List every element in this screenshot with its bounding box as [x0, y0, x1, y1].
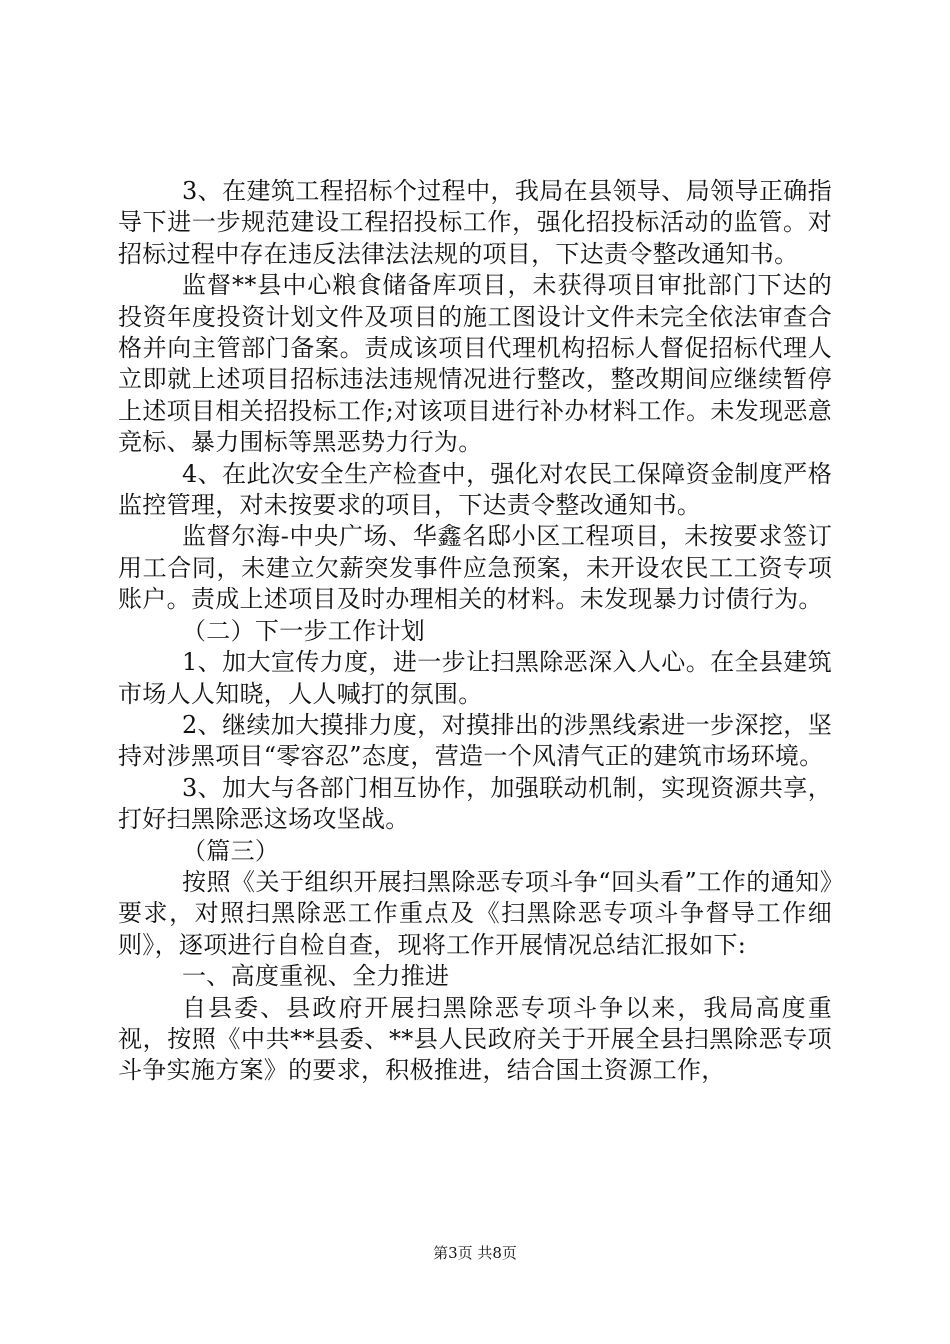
paragraph-4: 监督尔海-中央广场、华鑫名邸小区工程项目，未按要求签订用工合同，未建立欠薪突发事件应急预案，未开设农民工工资专项账户。责成上述项目及时办理相关的材料。未发现暴力讨债行为。: [118, 522, 832, 614]
paragraph-12: 自县委、县政府开展扫黑除恶专项斗争以来，我局高度重视，按照《中共**县委、**县人民政府关于开展全县扫黑除恶专项斗争实施方案》的要求，积极推进，结合国土资源工作，: [118, 993, 832, 1085]
document-body: [118, 176, 832, 1087]
paragraph-8: 3、加大与各部门相互协作，加强联动机制，实现资源共享，打好扫黑除恶这场攻坚战。: [118, 773, 832, 834]
page-number-footer: 第3页 共8页: [433, 1244, 517, 1262]
paragraph-1: 3、在建筑工程招标个过程中，我局在县领导、局领导正确指导下进一步规范建设工程招投标工作，强化招投标活动的监管。对招标过程中存在违反法律法法规的项目，下达责令整改通知书。: [118, 177, 832, 268]
paragraph-6: 1、加大宣传力度，进一步让扫黑除恶深入人心。在全县建筑市场人人知晓，人人喊打的氛围。: [118, 648, 832, 708]
paragraph-3: 4、在此次安全生产检查中，强化对农民工保障资金制度严格监控管理，对未按要求的项目，下达责令整改通知书。: [118, 459, 832, 520]
paragraph-2: 监督**县中心粮食储备库项目，未获得项目审批部门下达的投资年度投资计划文件及项目的施工图设计文件未完全依法审查合格并向主管部门备案。责成该项目代理机构招标人督促招标代理人立即就上述项目招标违法违规情况进行整改，整改期间应继续暂停上述项目相关招投标工作;对该项目进行补办材料工作。未发现恶意竞标、暴力围标等黑恶势力行为。: [118, 271, 832, 457]
section-heading-next-steps: （二）下一步工作计划: [182, 616, 425, 645]
paragraph-7: 2、继续加大摸排力度，对摸排出的涉黑线索进一步深挖，坚持对涉黑项目“零容忍”态度，营造一个风清气正的建筑市场环境。: [118, 710, 832, 771]
paragraph-10: 按照《关于组织开展扫黑除恶专项斗争“回头看”工作的通知》要求，对照扫黑除恶工作重点及《扫黑除恶专项斗争督导工作细则》，逐项进行自检自查，现将工作开展情况总结汇报如下:: [118, 867, 832, 959]
section-heading-attention: 一、高度重视、全力推进: [182, 962, 450, 991]
section-heading-part-three: （篇三）: [182, 836, 280, 865]
